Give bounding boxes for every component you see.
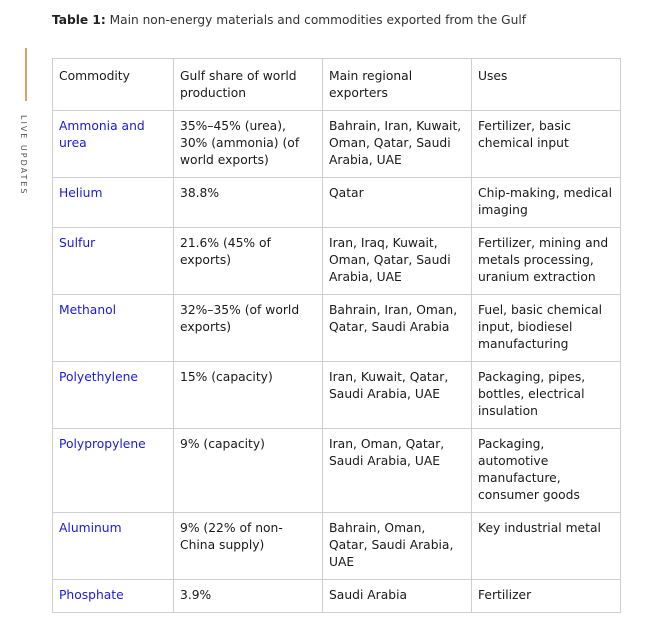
commodity-link[interactable]: Methanol [59,303,117,317]
header-exporters: Main regional exporters [323,59,472,111]
commodity-link[interactable]: Helium [59,186,103,200]
share-cell: 32%–35% (of world exports) [174,295,323,362]
table-row [53,513,621,580]
share-cell: 9% (capacity) [174,429,323,513]
uses-cell: Fertilizer [472,580,621,613]
commodities-table [52,58,621,613]
share-cell: 35%–45% (urea), 30% (ammonia) (of world exports) [174,111,323,178]
share-cell: 3.9% [174,580,323,613]
uses-cell: Key industrial metal [472,513,621,580]
header-uses: Uses [472,59,621,111]
commodity-link[interactable]: Polyethylene [59,370,138,384]
table-row [53,178,621,228]
commodity-link[interactable]: Polypropylene [59,437,146,451]
exporters-cell: Bahrain, Iran, Oman, Qatar, Saudi Arabia [323,295,472,362]
header-gulf-share: Gulf share of world production [174,59,323,111]
table-caption [52,13,526,27]
table-row [53,295,621,362]
share-cell: 21.6% (45% of exports) [174,228,323,295]
commodity-link[interactable]: Ammonia and urea [59,119,145,150]
commodity-link[interactable]: Phosphate [59,588,124,602]
exporters-cell: Iran, Iraq, Kuwait, Oman, Qatar, Saudi Arabia, UAE [323,228,472,295]
header-commodity: Commodity [53,59,174,111]
table-row [53,228,621,295]
uses-cell: Chip-making, medical imaging [472,178,621,228]
table-row [53,429,621,513]
table-row [53,580,621,613]
caption-text: Main non-energy materials and commodities exported from the Gulf [105,13,527,27]
commodity-link[interactable]: Sulfur [59,236,96,250]
share-cell: 9% (22% of non-China supply) [174,513,323,580]
exporters-cell: Bahrain, Oman, Qatar, Saudi Arabia, UAE [323,513,472,580]
table-row [53,111,621,178]
uses-cell: Fertilizer, mining and metals processing, uranium extraction [472,228,621,295]
share-cell: 38.8% [174,178,323,228]
exporters-cell: Qatar [323,178,472,228]
commodity-link[interactable]: Aluminum [59,521,122,535]
uses-cell: Fuel, basic chemical input, biodiesel manufacturing [472,295,621,362]
uses-cell: Packaging, pipes, bottles, electrical insulation [472,362,621,429]
side-accent-rule [25,48,27,101]
exporters-cell: Iran, Kuwait, Qatar, Saudi Arabia, UAE [323,362,472,429]
exporters-cell: Saudi Arabia [323,580,472,613]
uses-cell: Fertilizer, basic chemical input [472,111,621,178]
live-updates-label[interactable]: LIVE UPDATES [19,115,28,196]
exporters-cell: Iran, Oman, Qatar, Saudi Arabia, UAE [323,429,472,513]
exporters-cell: Bahrain, Iran, Kuwait, Oman, Qatar, Saudi Arabia, UAE [323,111,472,178]
uses-cell: Packaging, automotive manufacture, consumer goods [472,429,621,513]
caption-lead: Table 1: [52,13,106,27]
share-cell: 15% (capacity) [174,362,323,429]
table-header-row [53,59,621,111]
table-row [53,362,621,429]
